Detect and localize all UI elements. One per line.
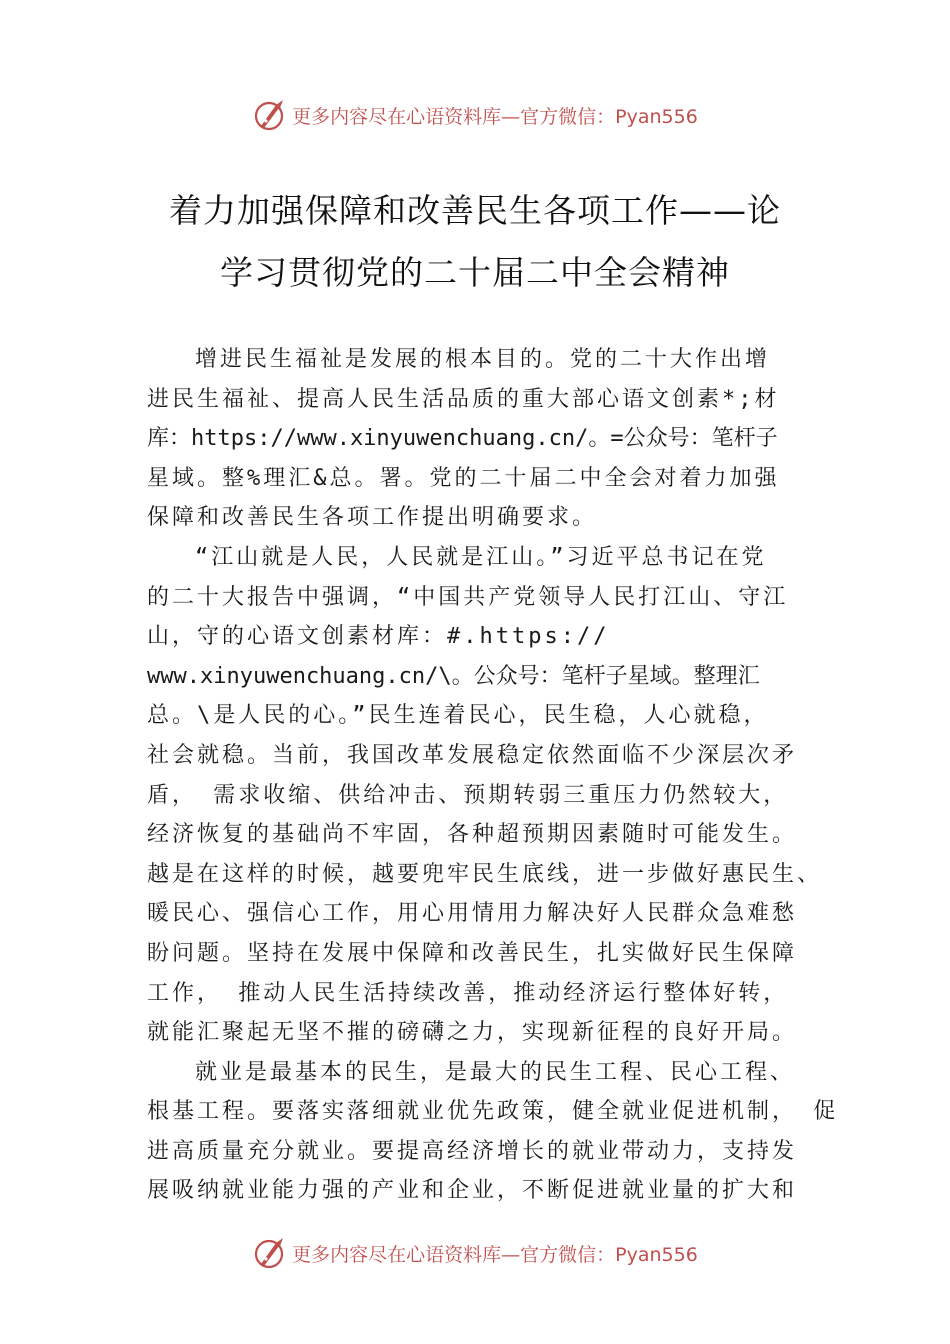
footer-banner [0, 1233, 950, 1273]
body-line: 盼问题。坚持在发展中保障和改善民生，扎实做好民生保障 [147, 940, 798, 966]
header-banner [0, 95, 950, 135]
body-line: 总。\是人民的心。”民生连着民心，民生稳，人心就稳， [147, 703, 769, 729]
body-line: 山，守的心语文创素材库：#.https:// [147, 624, 610, 650]
wechat-id: Pyan556 [615, 1243, 698, 1266]
document-body [147, 340, 839, 1211]
body-line: 展吸纳就业能力强的产业和企业，不断促进就业量的扩大和 [147, 1178, 798, 1204]
body-line: www.xinyuwenchuang.cn/\。公众号：笔杆子星域。整理汇 [147, 663, 760, 689]
body-line: 盾， 需求收缩、供给冲击、预期转弱三重压力仍然较大， [147, 782, 789, 808]
body-line: 越是在这样的时候，越要兜牢民生底线，进一步做好惠民生、 [147, 861, 823, 887]
title-line-2: 学习贯彻党的二十届二中全会精神 [220, 253, 730, 292]
quill-pen-logo-icon [252, 97, 288, 133]
body-line: 社会就稳。当前，我国改革发展稳定依然面临不少深层次矛 [147, 742, 798, 768]
body-line: 进民生福祉、提高人民生活品质的重大部心语文创素*;材 [147, 386, 780, 412]
body-line: 工作， 推动人民生活持续改善，推动经济运行整体好转， [147, 980, 789, 1006]
wechat-id: Pyan556 [615, 105, 698, 128]
footer-banner-text: 更多内容尽在心语资料库—官方微信：Pyan556 [292, 1243, 698, 1266]
title-line-1: 着力加强保障和改善民生各项工作——论 [169, 191, 781, 230]
body-line: 星域。整%理汇&总。署。党的二十届二中全会对着力加强 [147, 465, 780, 491]
body-line: “江山就是人民，人民就是江山。”习近平总书记在党 [195, 544, 767, 570]
body-line: 就业是最基本的民生，是最大的民生工程、民心工程、 [195, 1059, 796, 1085]
body-line: 进高质量充分就业。要提高经济增长的就业带动力，支持发 [147, 1138, 798, 1164]
body-line: 根基工程。要落实落细就业优先政策，健全就业促进机制， 促 [147, 1099, 839, 1125]
body-line: 暖民心、强信心工作，用心用情用力解决好人民群众急难愁 [147, 901, 798, 927]
body-line: 库：https://www.xinyuwenchuang.cn/。=公众号：笔杆子 [147, 426, 778, 452]
document-title [100, 180, 850, 304]
body-line: 保障和改善民生各项工作提出明确要求。 [147, 505, 598, 531]
body-line: 增进民生福祉是发展的根本目的。党的二十大作出增 [195, 347, 771, 372]
body-line: 的二十大报告中强调，“中国共产党领导人民打江山、守江 [147, 584, 789, 610]
quill-pen-logo-icon [252, 1235, 288, 1271]
body-line: 经济恢复的基础尚不牢固，各种超预期因素随时可能发生。 [147, 822, 798, 848]
body-line: 就能汇聚起无坚不摧的磅礴之力，实现新征程的良好开局。 [147, 1020, 798, 1046]
header-banner-text: 更多内容尽在心语资料库—官方微信：Pyan556 [292, 105, 698, 128]
